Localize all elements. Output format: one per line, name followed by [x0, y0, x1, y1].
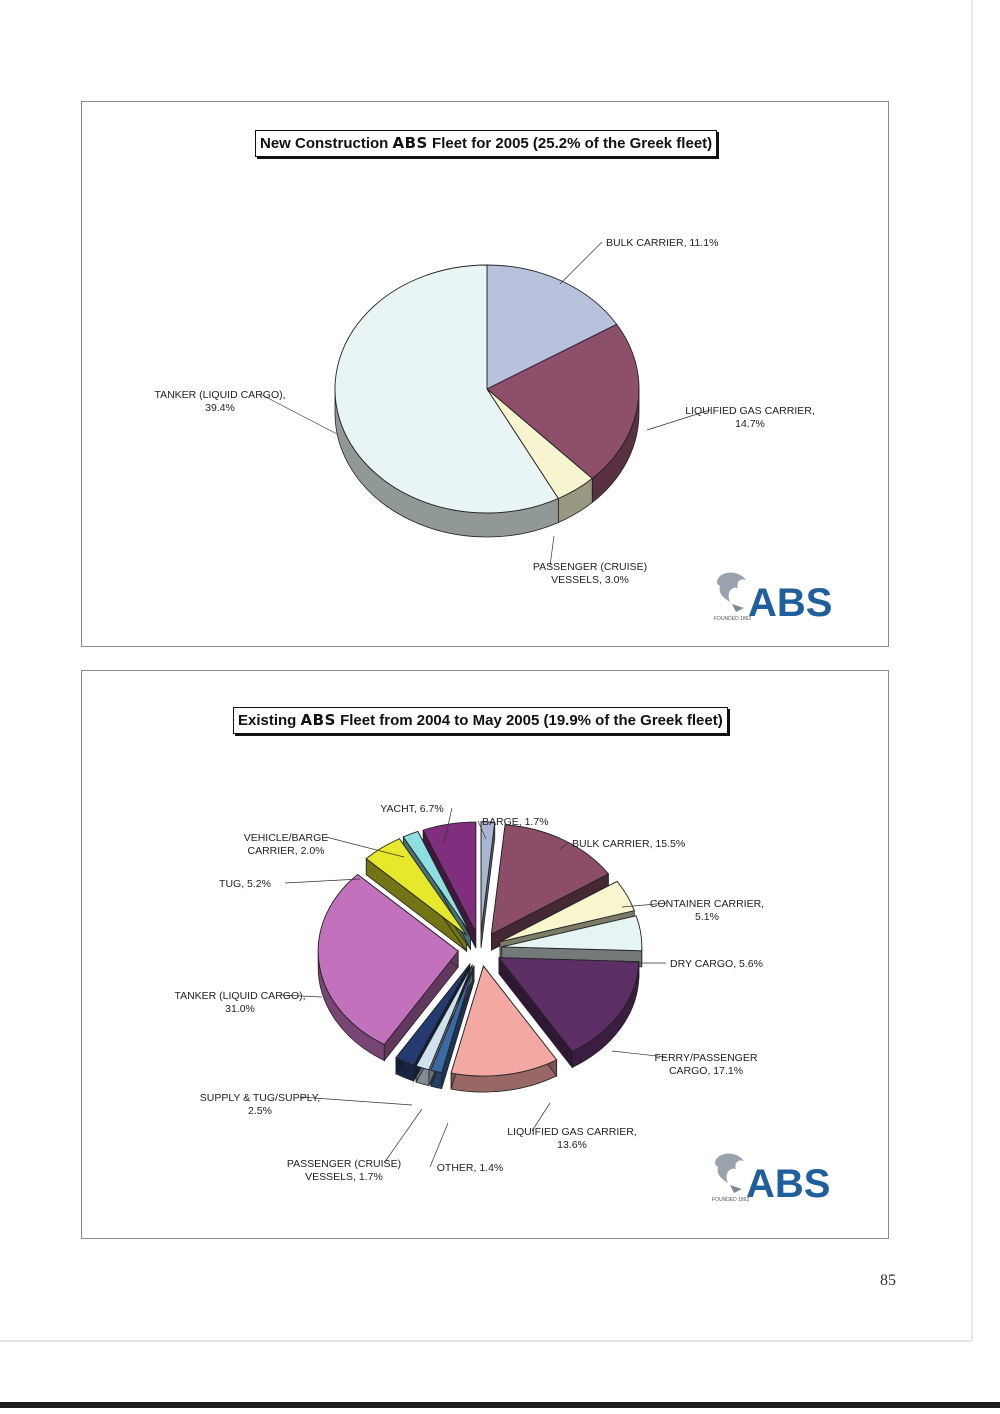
page-edge-right — [971, 0, 973, 1340]
leader-line-bulk-carrier — [560, 242, 602, 284]
chart-panel-new-construction — [81, 101, 889, 647]
chart-title-post: Fleet from 2004 to May 2005 (19.9% of the Greek fleet) — [340, 712, 723, 729]
chart-title-brand: ABS — [300, 711, 336, 729]
slice-label-barge: BARGE, 1.7% — [482, 816, 549, 828]
slice-label-bulk-carrier: BULK CARRIER, 15.5% — [572, 838, 686, 850]
pie-chart-new-construction — [82, 102, 888, 646]
slice-label-liquified-gas-carrier: LIQUIFIED GAS CARRIER, 14.7% — [685, 405, 815, 430]
chart-title-pre: Existing — [238, 712, 297, 729]
eagle-icon — [717, 573, 746, 612]
page-bottom-bar — [0, 1402, 1000, 1408]
page-number: 85 — [880, 1272, 896, 1289]
leader-line-passenger-cruise-vessels — [384, 1109, 422, 1163]
eagle-icon — [715, 1154, 744, 1193]
pie-tops — [335, 265, 639, 513]
slice-label-passenger-cruise-vessels: PASSENGER (CRUISE) VESSELS, 1.7% — [286, 1158, 402, 1183]
logo-founded: FOUNDED 1862 — [712, 1197, 750, 1203]
abs-logo — [710, 568, 850, 624]
chart-title-brand: ABS — [392, 134, 428, 152]
pie-slice-barge — [481, 822, 495, 932]
slice-label-supply-tug-supply: SUPPLY & TUG/SUPPLY, 2.5% — [199, 1092, 321, 1117]
slice-label-dry-cargo: DRY CARGO, 5.6% — [670, 958, 763, 970]
slice-label-passenger-cruise-vessels: PASSENGER (CRUISE) VESSELS, 3.0% — [532, 561, 648, 586]
slice-label-liquified-gas-carrier: LIQUIFIED GAS CARRIER, 13.6% — [507, 1126, 637, 1151]
logo-text: ABS — [748, 581, 833, 624]
slice-label-ferry-passenger-cargo: FERRY/PASSENGER CARGO, 17.1% — [654, 1052, 758, 1077]
leader-line-other — [430, 1123, 448, 1167]
chart-panel-existing-fleet — [81, 670, 889, 1239]
slice-label-other: OTHER, 1.4% — [436, 1162, 504, 1174]
chart-title-pre: New Construction — [260, 135, 389, 152]
page-edge-bottom — [0, 1340, 972, 1342]
slice-label-container-carrier: CONTAINER CARRIER, 5.1% — [649, 898, 765, 923]
slice-label-tanker-liquid-cargo: TANKER (LIQUID CARGO), 31.0% — [174, 990, 306, 1015]
logo-founded: FOUNDED 1862 — [714, 616, 752, 622]
chart-title-post: Fleet for 2005 (25.2% of the Greek fleet) — [432, 135, 713, 152]
slice-label-tanker-liquid-cargo: TANKER (LIQUID CARGO), 39.4% — [154, 389, 286, 414]
slice-label-tug: TUG, 5.2% — [219, 878, 271, 890]
slice-label-yacht: YACHT, 6.7% — [380, 803, 444, 815]
logo-text: ABS — [746, 1162, 831, 1205]
slice-label-bulk-carrier: BULK CARRIER, 11.1% — [606, 237, 719, 249]
abs-logo — [708, 1149, 848, 1205]
slice-label-vehicle-barge-carrier: VEHICLE/BARGE CARRIER, 2.0% — [243, 832, 329, 857]
